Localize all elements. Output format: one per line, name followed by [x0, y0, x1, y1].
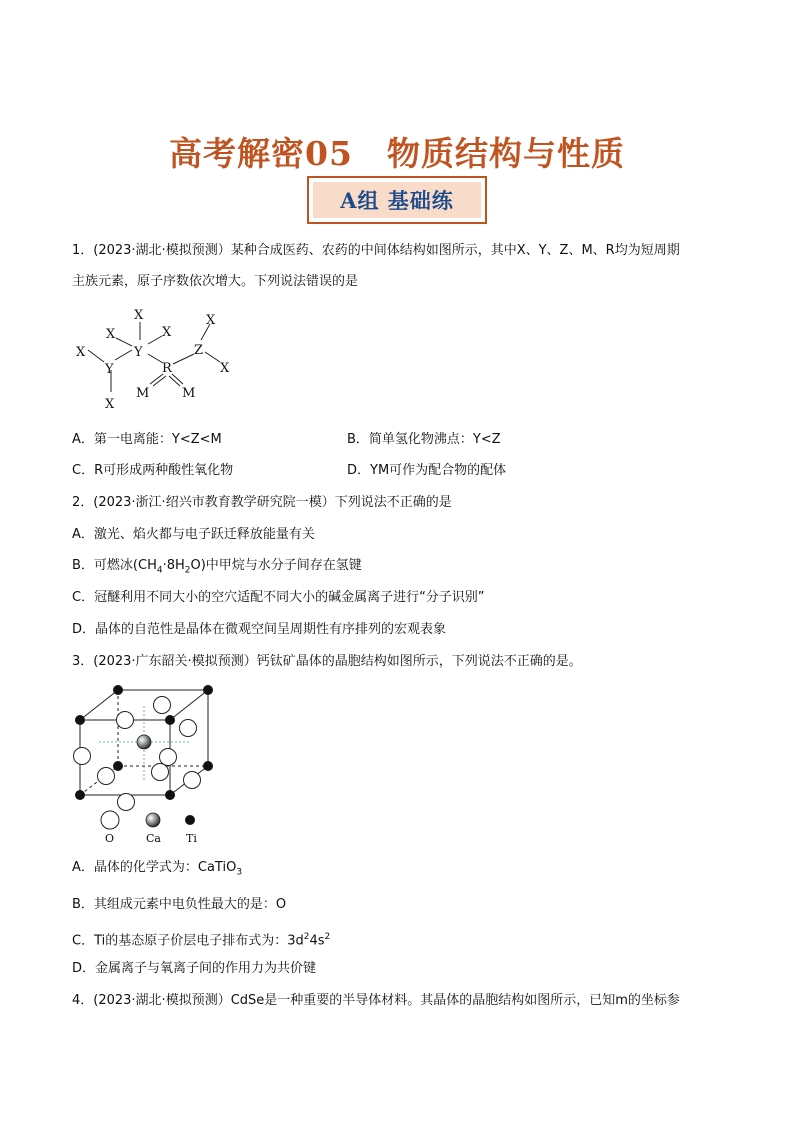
q2-option-b-text: ·8H [162, 558, 185, 573]
q1-structure-figure [70, 304, 240, 414]
q1-label-m: M [136, 386, 150, 401]
q2-option-b-sub: 2 [184, 565, 191, 576]
q3-option-c-sup: 2 [303, 932, 310, 942]
group-label-box [307, 176, 487, 224]
q3-option-a [72, 860, 242, 881]
q1-label-z: Z [194, 343, 204, 358]
q3-legend-ti: Ti [186, 832, 197, 845]
q1-label-y: Y [105, 362, 114, 377]
q2-option-b-text: O)中甲烷与水分子间存在氢键 [190, 558, 362, 573]
q1-label-m: M [182, 386, 196, 401]
q3-legend-ca: Ca [146, 832, 161, 845]
q2-option-b [72, 558, 362, 579]
q3-option-c [72, 929, 330, 949]
q3-option-c-text: 4s [309, 933, 325, 949]
q1-label-x: X [220, 361, 230, 376]
q1-label-x: X [206, 313, 216, 328]
q1-option-d: D．YM可作为配合物的配体 [347, 463, 507, 478]
q1-label-y: Y [134, 345, 143, 360]
q1-label-x: X [162, 325, 172, 340]
q2-option-b-text: B．可燃冰(CH [72, 558, 157, 573]
q1-stem-line1: 1．(2023·湖北·模拟预测）某种合成医药、农药的中间体结构如图所示，其中X、Y、Z、M、R均为短周期 [72, 243, 680, 258]
page-title: 高考解密05 物质结构与性质 [169, 134, 625, 173]
q1-option-b: B．简单氢化物沸点：Y<Z [347, 432, 501, 447]
q1-option-a: A．第一电离能：Y<Z<M [72, 432, 222, 447]
q3-option-c-text: C．Ti的基态原子价层电子排布式为：3d [72, 933, 304, 949]
q2-option-a: A．激光、焰火都与电子跃迁释放能量有关 [72, 527, 315, 542]
q1-option-c: C．R可形成两种酸性氧化物 [72, 463, 234, 478]
q1-stem-line2: 主族元素，原子序数依次增大。下列说法错误的是 [72, 274, 359, 289]
q2-option-c: C．冠醚利用不同大小的空穴适配不同大小的碱金属离子进行“分子识别” [72, 590, 485, 605]
q3-option-b: B．其组成元素中电负性最大的是：O [72, 897, 287, 912]
q2-option-d: D．晶体的自范性是晶体在微观空间呈周期性有序排列的宏观表象 [72, 622, 447, 637]
q4-stem-line1: 4．(2023·湖北·模拟预测）CdSe是一种重要的半导体材料。其晶体的晶胞结构如图所示，已知m的坐标参 [72, 993, 680, 1008]
q3-option-c-sup: 2 [324, 932, 331, 942]
q3-option-a-text: A．晶体的化学式为：CaTiO [72, 860, 237, 875]
q3-option-a-sub: 3 [236, 867, 243, 878]
q1-label-x: X [76, 345, 86, 360]
q3-legend-o: O [105, 832, 115, 845]
q1-label-x: X [106, 327, 116, 342]
q3-crystal-figure [70, 680, 230, 850]
q1-label-x: X [105, 397, 115, 412]
q3-stem: 3．(2023·广东韶关·模拟预测）钙钛矿晶体的晶胞结构如图所示，下列说法不正确的是。 [72, 654, 582, 669]
q1-label-r: R [162, 361, 172, 376]
q3-option-d: D．金属离子与氧离子间的作用力为共价键 [72, 961, 317, 976]
q1-label-x: X [134, 308, 144, 323]
q2-stem: 2．(2023·浙江·绍兴市教育教学研究院一模）下列说法不正确的是 [72, 495, 452, 510]
group-label: A组 基础练 [313, 182, 481, 218]
q2-option-b-sub: 4 [156, 565, 163, 576]
